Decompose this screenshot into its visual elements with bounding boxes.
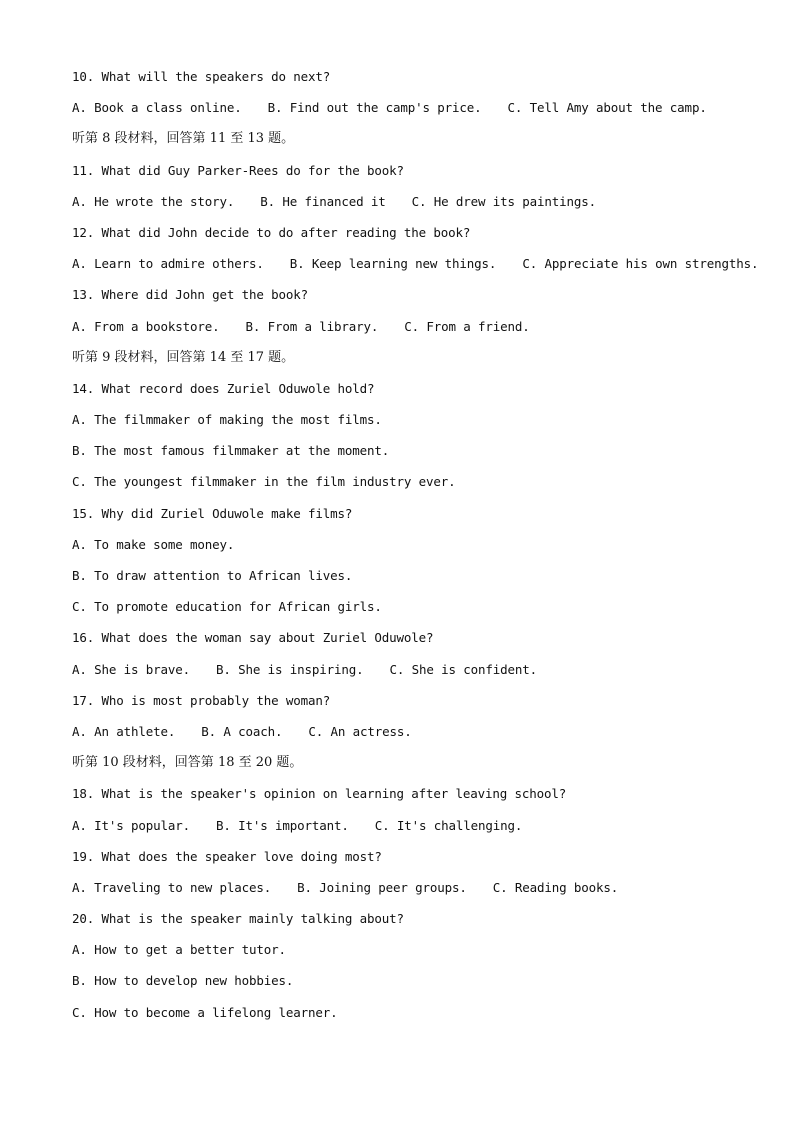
question-line: 16. What does the woman say about Zuriel Oduwole?: [72, 630, 434, 646]
answer-option: A. Book a class online.: [72, 100, 242, 116]
answer-option: C. She is confident.: [389, 661, 538, 677]
question-line: C. To promote education for African girls.: [72, 599, 382, 615]
section-heading: 听第 8 段材料，回答第 11 至 13 题。: [72, 131, 295, 147]
answer-option: B. From a library.: [245, 318, 379, 334]
question-line: 17. Who is most probably the woman?: [72, 692, 331, 708]
answer-option: A. An athlete.: [72, 723, 176, 739]
question-line: C. The youngest filmmaker in the film industry ever.: [72, 474, 456, 490]
options-row: [72, 877, 762, 908]
question-line: C. How to become a lifelong learner.: [72, 1004, 338, 1020]
section-heading: 听第 9 段材料，回答第 14 至 17 题。: [72, 349, 295, 365]
answer-option: B. Keep learning new things.: [289, 256, 497, 272]
answer-option: B. She is inspiring.: [216, 661, 364, 677]
question-line: B. To draw attention to African lives.: [72, 568, 353, 583]
section-heading: 听第 10 段材料，回答第 18 至 20 题。: [72, 755, 303, 771]
question-line: 15. Why did Zuriel Oduwole make films?: [72, 505, 353, 521]
answer-option: A. From a bookstore.: [72, 318, 220, 334]
options-row: [72, 815, 762, 846]
answer-option: C. It's challenging.: [374, 817, 523, 833]
question-line: A. How to get a better tutor.: [72, 942, 286, 958]
options-row: [72, 721, 762, 752]
answer-option: B. A coach.: [201, 723, 283, 739]
answer-option: A. She is brave.: [72, 661, 191, 677]
question-line: 11. What did Guy Parker-Rees do for the book?: [72, 162, 404, 178]
question-line: 18. What is the speaker's opinion on learning after leaving school?: [72, 786, 567, 802]
options-row: [72, 316, 762, 347]
question-line: A. To make some money.: [72, 536, 235, 552]
exam-page: [72, 66, 762, 1033]
options-row: [72, 191, 762, 222]
question-line: 19. What does the speaker love doing most?: [72, 848, 382, 864]
answer-option: C. Tell Amy about the camp.: [507, 100, 707, 116]
answer-option: A. It's popular.: [72, 817, 191, 833]
question-line: 10. What will the speakers do next?: [72, 69, 331, 84]
answer-option: B. He financed it: [260, 193, 386, 209]
answer-option: C. Reading books.: [492, 879, 619, 895]
answer-option: A. Learn to admire others.: [72, 256, 264, 272]
question-line: B. The most famous filmmaker at the moment.: [72, 443, 390, 459]
answer-option: C. An actress.: [308, 723, 412, 739]
answer-option: B. It's important.: [216, 817, 349, 833]
answer-option: C. From a friend.: [404, 318, 530, 334]
answer-option: B. Find out the camp's price.: [267, 100, 482, 116]
question-line: 13. Where did John get the book?: [72, 287, 309, 303]
question-line: B. How to develop new hobbies.: [72, 973, 294, 989]
question-line: 12. What did John decide to do after reading the book?: [72, 224, 471, 240]
answer-option: B. Joining peer groups.: [297, 879, 467, 895]
answer-option: C. Appreciate his own strengths.: [522, 256, 759, 272]
answer-option: A. Traveling to new places.: [72, 879, 272, 895]
options-row: [72, 97, 762, 128]
options-row: [72, 659, 762, 690]
answer-option: C. He drew its paintings.: [411, 193, 597, 209]
question-line: 14. What record does Zuriel Oduwole hold?: [72, 380, 375, 396]
question-line: A. The filmmaker of making the most films.: [72, 412, 382, 428]
question-line: 20. What is the speaker mainly talking about?: [72, 911, 404, 927]
answer-option: A. He wrote the story.: [72, 193, 235, 209]
options-row: [72, 253, 762, 284]
